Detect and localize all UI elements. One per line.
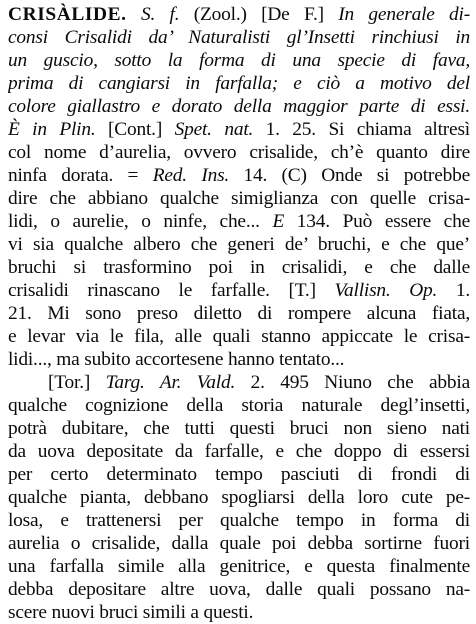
entry-line bbox=[8, 26, 470, 49]
headword: CRISÀLIDE. bbox=[8, 4, 127, 25]
line-segment: potrà dubitare, che tutti questi bruci non sieno nati bbox=[8, 418, 470, 439]
line-segment: dire che abbiano qualche simiglianza con quelle crisa- bbox=[8, 188, 470, 209]
line-segment bbox=[127, 4, 141, 25]
line-segment: 21. Mi sono preso diletto di rompere alcuna fiata, bbox=[8, 303, 470, 324]
entry-line bbox=[8, 210, 470, 233]
line-segment: losa, e trattenersi per qualche tempo in forma di bbox=[8, 510, 470, 531]
entry-line bbox=[8, 509, 470, 532]
entry-line bbox=[8, 555, 470, 578]
entry-line bbox=[8, 256, 470, 279]
line-segment: bruchi si trasformino poi in crisalidi, e che dalle bbox=[8, 257, 470, 278]
entry-line bbox=[8, 233, 470, 256]
entry-line bbox=[8, 302, 470, 325]
line-segment: prima di cangiarsi in farfalla; e ciò a motivo del bbox=[8, 73, 470, 94]
entry-line bbox=[8, 440, 470, 463]
grammar-label: S. f. bbox=[141, 4, 180, 25]
citation-source: E bbox=[272, 211, 285, 232]
line-segment: 14. (C) Onde si potrebbe bbox=[229, 165, 470, 186]
line-segment: [Cont.] bbox=[95, 119, 175, 140]
entry-line bbox=[8, 118, 470, 141]
line-segment: crisalidi rinascano le farfalle. [T.] bbox=[8, 280, 335, 301]
line-segment: (Zool.) [De F.] bbox=[179, 4, 339, 25]
entry-line bbox=[8, 532, 470, 555]
line-segment: consi Crisalidi da’ Naturalisti gl’Insetti rinchiusi in bbox=[8, 27, 470, 48]
line-segment: In generale di- bbox=[338, 4, 470, 25]
citation-source: Red. Ins. bbox=[152, 165, 230, 186]
entry-line bbox=[8, 187, 470, 210]
line-segment: qualche cognizione della storia naturale degl’insetti, bbox=[8, 395, 470, 416]
entry-line bbox=[8, 348, 470, 371]
entry-line bbox=[8, 141, 470, 164]
line-segment: vi sia qualche albero che generi de’ bruchi, e che que’ bbox=[8, 234, 470, 255]
line-segment: col nome d’aurelia, ovvero crisalide, ch’è quanto dire bbox=[8, 142, 470, 163]
line-segment: [Tor.] bbox=[48, 372, 106, 393]
entry-line bbox=[8, 49, 470, 72]
line-segment: ninfa dorata. = bbox=[8, 165, 153, 186]
line-segment: lidi..., ma subito accortesene hanno tentato... bbox=[8, 349, 345, 370]
citation-source: Targ. Ar. Vald. bbox=[105, 372, 236, 393]
entry-line bbox=[8, 417, 470, 440]
line-segment: aurelia o crisalide, dalla quale poi debba sortirne fuori bbox=[8, 533, 470, 554]
entry-line bbox=[8, 578, 470, 601]
line-segment: qualche pianta, debbano spogliarsi della loro cute pe- bbox=[8, 487, 470, 508]
entry-line bbox=[8, 463, 470, 486]
entry-line bbox=[8, 164, 470, 187]
line-segment: debba depositare altre uova, dalle quali possano na- bbox=[8, 579, 470, 600]
line-segment: e levar via le fila, alle quali stanno appiccate le crisa- bbox=[8, 326, 470, 347]
citation-source: Spet. nat. bbox=[174, 119, 254, 140]
entry-line bbox=[8, 601, 470, 624]
entry-line bbox=[8, 72, 470, 95]
entry-line bbox=[8, 486, 470, 509]
entry-line bbox=[8, 95, 470, 118]
line-segment: da uova depositate da farfalle, e che doppo di essersi bbox=[8, 441, 470, 462]
line-segment: 1. bbox=[437, 280, 470, 301]
citation-source: Vallisn. Op. bbox=[334, 280, 438, 301]
line-segment: per certo determinato tempo pasciuti di frondi di bbox=[8, 464, 470, 485]
line-segment: lidi, o aurelie, o ninfe, che... bbox=[8, 211, 273, 232]
entry-line bbox=[8, 394, 470, 417]
line-segment: un guscio, sotto la forma di una specie di fava, bbox=[8, 50, 470, 71]
entry-line bbox=[8, 371, 470, 394]
entry-line bbox=[8, 3, 470, 26]
line-segment: 2. 495 Niuno che abbia bbox=[235, 372, 470, 393]
line-segment: 134. Può essere che bbox=[284, 211, 470, 232]
dictionary-entry bbox=[8, 3, 470, 624]
line-segment: colore giallastro e dorato della maggior parte di essi. bbox=[8, 96, 470, 117]
line-segment: scere nuovi bruci simili a questi. bbox=[8, 602, 254, 623]
line-segment: una farfalla simile alla genitrice, e questa finalmente bbox=[8, 556, 470, 577]
entry-line bbox=[8, 325, 470, 348]
entry-line bbox=[8, 279, 470, 302]
line-segment: 1. 25. Si chiama altresì bbox=[253, 119, 470, 140]
line-segment: È in Plin. bbox=[8, 119, 96, 140]
